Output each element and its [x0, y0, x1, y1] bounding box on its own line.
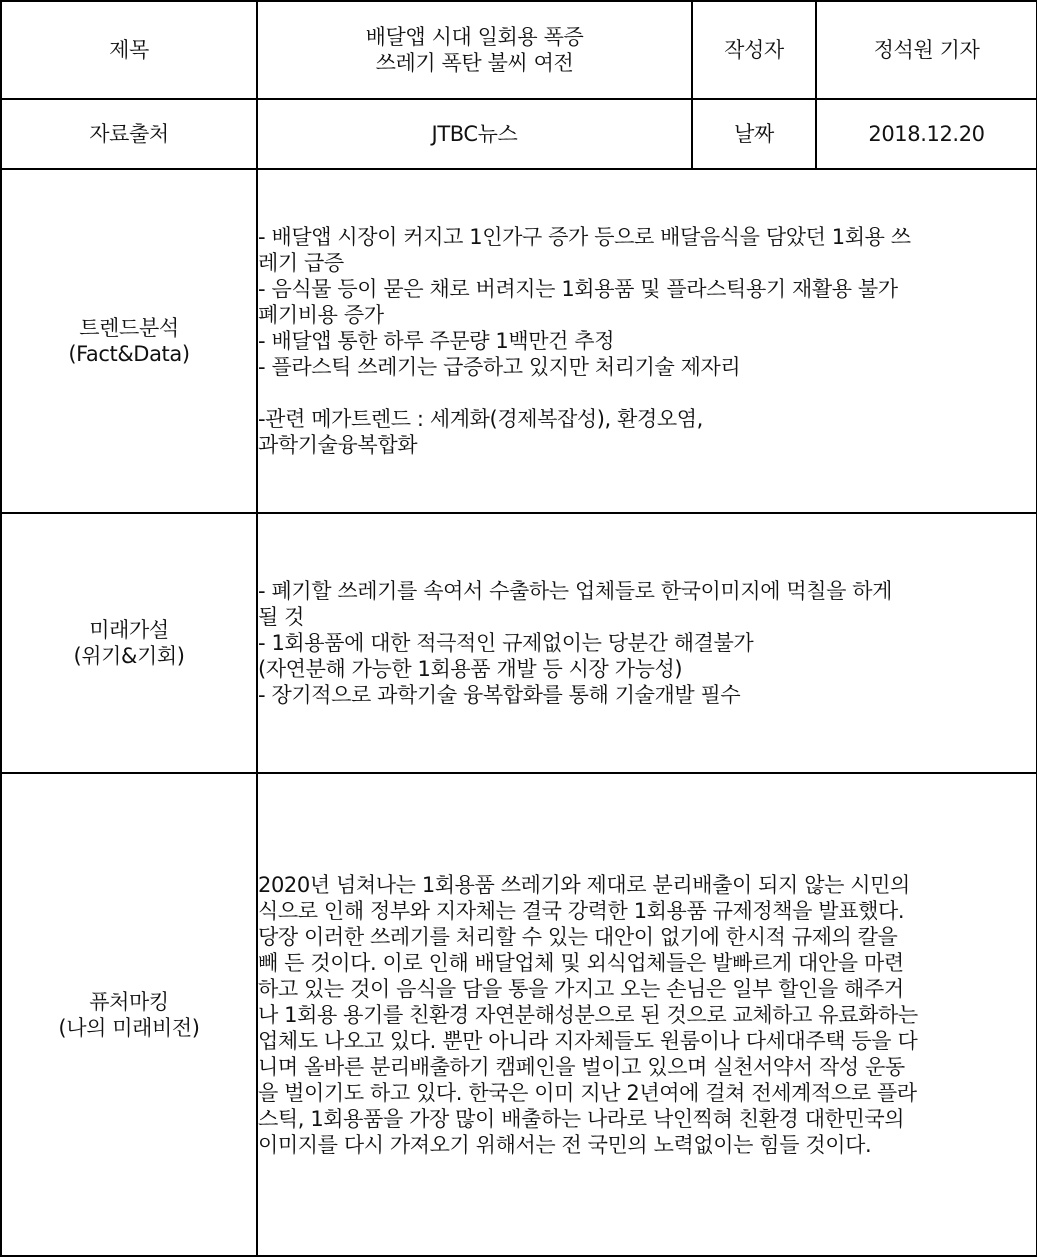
hypothesis-content-cell: [257, 513, 1037, 773]
date-value-cell: [816, 99, 1037, 169]
title-line-1: 배달앱 시대 일회용 폭증: [365, 25, 584, 49]
hypothesis-label: 미래가설: [89, 618, 169, 642]
futuremarking-line: 나 1회용 용기를 친환경 자연분해성분으로 된 것으로 교체하고 유료화하는: [258, 1002, 918, 1027]
futuremarking-content-cell: [257, 773, 1037, 1256]
trend-line: - 플라스틱 쓰레기는 급증하고 있지만 처리기술 제자리: [258, 355, 741, 379]
hypothesis-line: (자연분해 가능한 1회용품 개발 등 시장 가능성): [258, 657, 683, 681]
title-label-cell: [1, 1, 257, 99]
author-label: 작성자: [724, 38, 784, 62]
futuremarking-sublabel: (나의 미래비전): [58, 1015, 200, 1040]
hypothesis-sublabel: (위기&기회): [73, 644, 185, 668]
hypothesis-label-cell: [1, 513, 257, 773]
futuremarking-label-cell: [1, 773, 257, 1256]
source-row: [1, 99, 1037, 169]
trend-sublabel: (Fact&Data): [68, 342, 190, 366]
trend-line: - 배달앱 통한 하루 주문량 1백만건 추정: [258, 329, 615, 353]
author-label-cell: [692, 1, 816, 99]
date-label-cell: [692, 99, 816, 169]
futuremarking-line: 식으로 인해 정부와 지자체는 결국 강력한 1회용품 규제정책을 발표했다.: [258, 898, 905, 923]
futuremarking-line: 업체도 나오고 있다. 뿐만 아니라 지자체들도 원룸이나 다세대주택 등을 다: [258, 1028, 918, 1053]
source-value: JTBC뉴스: [431, 122, 518, 146]
future-hypothesis-row: [1, 513, 1037, 773]
futuremarking-line: 이미지를 다시 가져오기 위해서는 전 국민의 노력없이는 힘들 것이다.: [258, 1132, 872, 1157]
trend-analysis-row: [1, 169, 1037, 513]
hypothesis-line: - 1회용품에 대한 적극적인 규제없이는 당분간 해결불가: [258, 631, 754, 655]
futuremarking-line: 빼 든 것이다. 이로 인해 배달업체 및 외식업체들은 발빠르게 대안을 마련: [258, 950, 904, 975]
source-value-cell: [257, 99, 692, 169]
futuremarking-line: 스틱, 1회용품을 가장 많이 배출하는 나라로 낙인찍혀 친환경 대한민국의: [258, 1106, 905, 1131]
hypothesis-line: 될 것: [258, 605, 305, 629]
date-value: 2018.12.20: [868, 122, 985, 146]
futuremarking-line: 2020년 넘쳐나는 1회용품 쓰레기와 제대로 분리배출이 되지 않는 시민의: [258, 872, 910, 897]
trend-content-cell: [257, 169, 1037, 513]
futuremarking-line: 니며 올바른 분리배출하기 캠페인을 벌이고 있으며 실천서약서 작성 운동: [258, 1054, 905, 1079]
futuremarking-label: 퓨처마킹: [89, 989, 169, 1014]
title-row: [1, 1, 1037, 99]
future-marking-row: [1, 773, 1037, 1256]
author-value: 정석원 기자: [873, 38, 980, 62]
spacer: [258, 380, 1036, 406]
trend-line: - 배달앱 시장이 커지고 1인가구 증가 등으로 배달음식을 담았던 1회용 쓰: [258, 225, 911, 249]
title-value-cell: [257, 1, 692, 99]
trend-label-cell: [1, 169, 257, 513]
source-label: 자료출처: [89, 122, 169, 146]
trend-line: - 음식물 등이 묻은 채로 버려지는 1회용품 및 플라스틱용기 재활용 불가: [258, 277, 898, 301]
source-label-cell: [1, 99, 257, 169]
title-label: 제목: [109, 38, 149, 62]
hypothesis-line: - 폐기할 쓰레기를 속여서 수출하는 업체들로 한국이미지에 먹칠을 하게: [258, 579, 893, 603]
trend-line: 레기 급증: [258, 251, 344, 275]
date-label: 날짜: [734, 122, 774, 146]
hypothesis-line: - 장기적으로 과학기술 융복합화를 통해 기술개발 필수: [258, 683, 741, 707]
trend-label: 트렌드분석: [79, 316, 179, 340]
futuremarking-line: 당장 이러한 쓰레기를 처리할 수 있는 대안이 없기에 한시적 규제의 칼을: [258, 924, 898, 949]
megatrend-line: 과학기술융복합화: [258, 433, 418, 457]
trend-line: 폐기비용 증가: [258, 303, 384, 327]
futuremarking-line: 하고 있는 것이 음식을 담을 통을 가지고 오는 손님은 일부 할인을 해주거: [258, 976, 904, 1001]
title-line-2: 쓰레기 폭탄 불씨 여전: [375, 51, 574, 75]
futuremarking-line: 을 벌이기도 하고 있다. 한국은 이미 지난 2년여에 걸쳐 전세계적으로 플라: [258, 1080, 917, 1105]
author-value-cell: [816, 1, 1037, 99]
megatrend-line: -관련 메가트렌드 : 세계화(경제복잡성), 환경오염,: [258, 407, 703, 431]
